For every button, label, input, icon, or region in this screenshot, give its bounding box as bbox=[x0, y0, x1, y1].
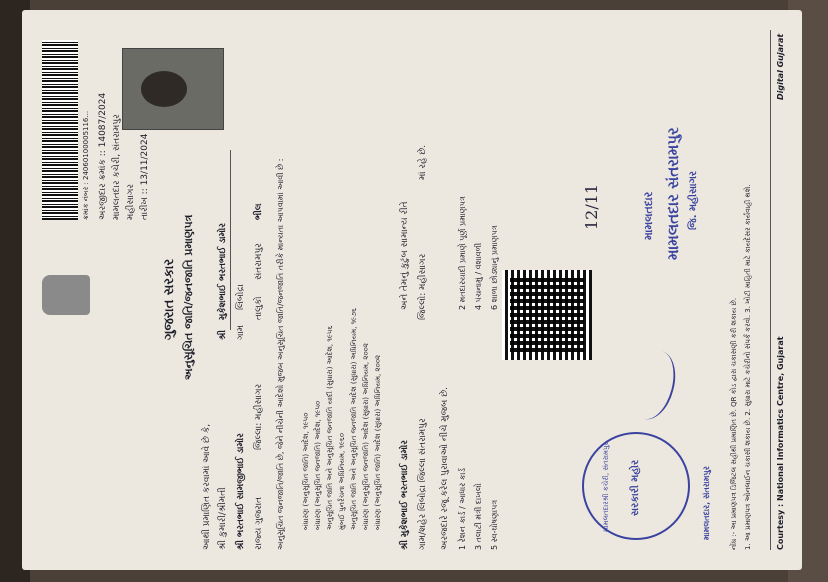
order-item: બંધારણ (અનુસૂચિત જનજાતિ) આદેશ (સુધારા) અધિનિયમ, ૨૦૦૨ bbox=[362, 343, 370, 530]
village-value: લિંબોદ્રા bbox=[236, 284, 246, 310]
documents-intro: અરજદારે રજૂ કરેલ પુરાવાઓ નીચે મુજબ છે. bbox=[440, 386, 450, 550]
barcode-caption: ક્રમાંક નંબર : 24060100005116... bbox=[82, 110, 90, 220]
govt-title: ગુજરાત સરકાર bbox=[162, 258, 177, 340]
stamp-text: મામલતદાર, સંતરામપુર bbox=[702, 466, 711, 540]
order-item: બંધારણ (અનુસૂચિત જનજાતિ) આદેશ, ૧૯૫૦ bbox=[314, 400, 322, 530]
officer-title: મામલતદાર bbox=[642, 191, 655, 240]
order-item: અનુસૂચિત જાતિ અને અનુસૂચિત જનજાતિ યાદી (સુધારા) આદેશ, ૧૯૫૬ bbox=[326, 325, 334, 530]
document-body bbox=[22, 10, 802, 570]
intro-text: આથી પ્રમાણિત કરવામાં આવે છે કે, bbox=[202, 423, 212, 550]
document-title: અનુસૂચિત જાતિ/જનજાતિ પ્રમાણપત્ર bbox=[182, 214, 195, 380]
caste-value: ભીલ bbox=[254, 203, 264, 220]
footer-note: નોંધ :- આ પ્રમાણપત્ર ડિજિટલ સહીથી પ્રમાણિત છે. QR કોડ દ્વારા ચકાસણી કરી શકાય છે. bbox=[730, 297, 738, 550]
document-item: 3 તલાટી મંત્રી દાખલો bbox=[474, 483, 483, 550]
state-emblem-icon bbox=[42, 275, 90, 315]
name-prefix: શ્રી bbox=[218, 330, 228, 340]
paragraph-1: અનુસૂચિત જનજાતિ/જાતિ છે, જેને નીચેની આદેશો મુજબ અનુસૂચિત જાતિ/જનજાતિ તરીકે માન્યતા આપવામાં આવી છે : bbox=[276, 158, 285, 550]
office-district: મહીસાગર bbox=[126, 183, 136, 220]
name-label: શ્રી કુમારી/શ્રીમતી bbox=[218, 487, 228, 550]
taluka-value: સંતરામપુર bbox=[254, 243, 264, 280]
signature-mark bbox=[624, 346, 683, 424]
applicant-name: મુકેશભાઈ ભરતભાઈ ડામોર bbox=[218, 223, 228, 320]
applicant-photo bbox=[122, 48, 224, 130]
footer-instructions: 1. આ પ્રમાણપત્ર ઓનલાઈન ચકાસી શકાય છે. 2. સુધારા માટે કચેરીનો સંપર્ક કરવો. 3. ખોટી માહિતી માટે કાયદેસર કાર્યવાહી થશે. bbox=[744, 184, 752, 550]
document-item: 5 સ્વ-ઘોષણાપત્ર bbox=[490, 499, 499, 550]
rotated-document bbox=[22, 10, 802, 570]
footer-divider bbox=[770, 30, 771, 550]
order-item: બંધારણ (અનુસૂચિત જાતિ) આદેશ, ૧૯૫૦ bbox=[302, 412, 310, 530]
handwritten-date: 12/11 bbox=[582, 183, 601, 230]
resident-name: શ્રી મુકેશભાઈ ભરતભાઈ ડામોર bbox=[400, 440, 410, 550]
issue-date: તારીખ :: 13/11/2024 bbox=[140, 133, 150, 220]
residence-note: માં રહે છે. bbox=[418, 144, 428, 180]
qr-pattern bbox=[510, 278, 584, 352]
application-number: અરજીદાર ક્રમાંક :: 14087/2024 bbox=[98, 92, 108, 220]
face bbox=[141, 71, 187, 107]
village-label: ગામ bbox=[236, 324, 246, 340]
order-item: મુંબઈ પુનર્રચના અધિનિયમ, ૧૯૬૦ bbox=[338, 432, 346, 530]
courtesy-text: Courtesy : National Informatics Centre, Gujarat bbox=[776, 336, 785, 550]
document-item: 6 શાળા છોડ્યાનું પ્રમાણપત્ર bbox=[490, 225, 499, 310]
seal-ring-text: મામલતદારશ્રી કચેરી, સંતરામપુર bbox=[602, 441, 610, 532]
qr-code bbox=[502, 270, 592, 360]
taluka-label: તાલુકો bbox=[254, 296, 264, 320]
order-item: બંધારણ (અનુસૂચિત જાતિ) આદેશ (સુધારા) અધિનિયમ, ૨૦૦૨ bbox=[374, 354, 382, 530]
officer-office: મામલતદાર સંતરામપુર bbox=[664, 127, 682, 260]
name-underline bbox=[230, 150, 231, 330]
barcode bbox=[42, 40, 78, 220]
officer-district: જિ. મહીસાગર bbox=[688, 170, 699, 230]
office-seal bbox=[582, 432, 690, 540]
seal-center-text: સરકારી મહોર bbox=[630, 459, 641, 516]
state-label: રાજ્ય ગુજરાત bbox=[254, 496, 264, 550]
order-item: અનુસૂચિત જાતિ અને અનુસૂચિત જનજાતિ આદેશ (સુધારા) અધિનિયમ, ૧૯૭૬ bbox=[350, 308, 358, 530]
resident-tail: અને તેમનું કુટુંબ સામાન્ય રીતે bbox=[400, 201, 410, 310]
document-item: 4 પંચનામું / વંશાવળી bbox=[474, 242, 483, 310]
digital-gujarat-text: Digital Gujarat bbox=[776, 33, 785, 100]
office-name: મામલતદાર કચેરી, સંતરામપુર bbox=[112, 114, 122, 220]
document-item: 2 મતદારયાદી પ્રમાણે પૂર્ણ પ્રમાણપત્ર bbox=[458, 196, 467, 310]
residence-place: ગામ/શહેર લિંબોદ્રા જિલ્લા સંતરામપુર bbox=[418, 418, 428, 550]
certificate-sheet bbox=[22, 10, 802, 570]
document-item: 1 રેશન કાર્ડ / આધાર કાર્ડ bbox=[458, 468, 467, 550]
relation-text: શ્રી ભરતભાઈ સામજીભાઈ ડામોર bbox=[236, 433, 246, 550]
residence-district: જિલ્લો: મહીસાગર bbox=[418, 253, 428, 320]
district-value: જિલ્લા: મહીસાગર bbox=[254, 383, 264, 450]
